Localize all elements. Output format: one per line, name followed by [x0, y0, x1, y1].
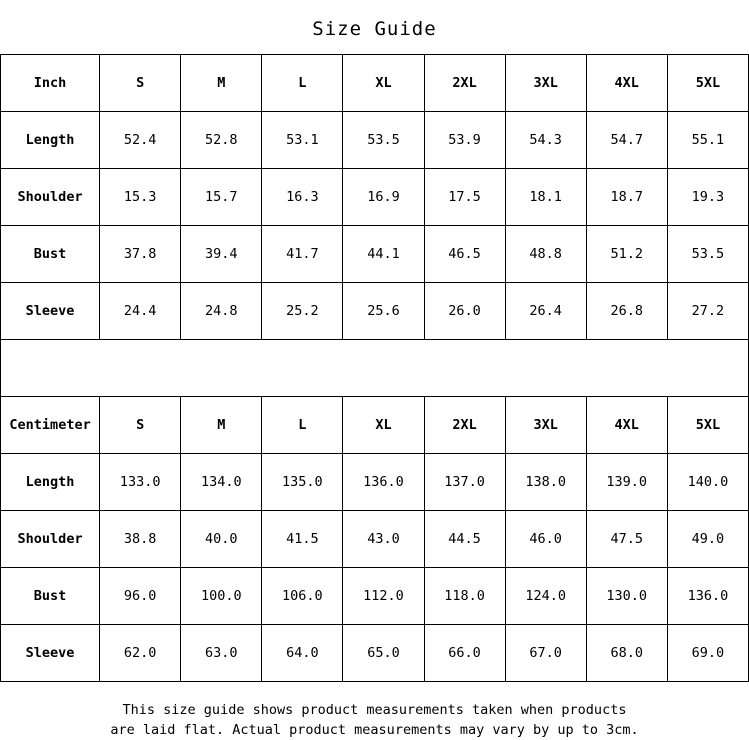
table-cell: 68.0	[586, 625, 667, 682]
table-cell: 18.1	[505, 169, 586, 226]
table-cell: 44.5	[424, 511, 505, 568]
table-cell: 18.7	[586, 169, 667, 226]
footnote-line-2: are laid flat. Actual product measurements may vary by up to 3cm.	[110, 722, 639, 738]
row-label: Length	[1, 112, 100, 169]
column-header: 2XL	[424, 55, 505, 112]
column-header: XL	[343, 55, 424, 112]
table-cell: 137.0	[424, 454, 505, 511]
centimeter-size-table	[0, 396, 749, 682]
table-row	[1, 226, 749, 283]
column-header: 3XL	[505, 55, 586, 112]
table-cell: 26.8	[586, 283, 667, 340]
table-cell: 118.0	[424, 568, 505, 625]
table-cell: 53.5	[667, 226, 748, 283]
table-cell: 25.2	[262, 283, 343, 340]
table-cell: 53.1	[262, 112, 343, 169]
table-cell: 41.5	[262, 511, 343, 568]
column-header: L	[262, 55, 343, 112]
column-header: S	[100, 397, 181, 454]
table-cell: 15.3	[100, 169, 181, 226]
table-cell: 43.0	[343, 511, 424, 568]
row-label: Shoulder	[1, 511, 100, 568]
table-cell: 40.0	[181, 511, 262, 568]
table-cell: 39.4	[181, 226, 262, 283]
table-spacer	[0, 340, 749, 396]
table-cell: 138.0	[505, 454, 586, 511]
column-header: 2XL	[424, 397, 505, 454]
inch-size-table	[0, 54, 749, 340]
table-cell: 66.0	[424, 625, 505, 682]
footnote	[0, 682, 749, 740]
footnote-line-1: This size guide shows product measurements taken when products	[122, 702, 627, 718]
row-label: Length	[1, 454, 100, 511]
table-row	[1, 568, 749, 625]
table-cell: 55.1	[667, 112, 748, 169]
table-cell: 112.0	[343, 568, 424, 625]
table-row	[1, 283, 749, 340]
table-cell: 139.0	[586, 454, 667, 511]
table-cell: 48.8	[505, 226, 586, 283]
table-cell: 24.4	[100, 283, 181, 340]
table-cell: 62.0	[100, 625, 181, 682]
table-cell: 41.7	[262, 226, 343, 283]
row-label: Shoulder	[1, 169, 100, 226]
column-header: XL	[343, 397, 424, 454]
table-cell: 130.0	[586, 568, 667, 625]
unit-label: Centimeter	[1, 397, 100, 454]
page-title: Size Guide	[312, 18, 437, 40]
table-row	[1, 511, 749, 568]
table-cell: 44.1	[343, 226, 424, 283]
table-cell: 15.7	[181, 169, 262, 226]
table-cell: 52.4	[100, 112, 181, 169]
table-cell: 16.3	[262, 169, 343, 226]
table-cell: 100.0	[181, 568, 262, 625]
table-cell: 135.0	[262, 454, 343, 511]
table-cell: 27.2	[667, 283, 748, 340]
table-row	[1, 454, 749, 511]
table-cell: 47.5	[586, 511, 667, 568]
table-cell: 52.8	[181, 112, 262, 169]
table-cell: 54.3	[505, 112, 586, 169]
column-header: M	[181, 397, 262, 454]
table-cell: 26.0	[424, 283, 505, 340]
row-label: Bust	[1, 568, 100, 625]
table-header-row	[1, 397, 749, 454]
column-header: 5XL	[667, 55, 748, 112]
column-header: L	[262, 397, 343, 454]
table-cell: 49.0	[667, 511, 748, 568]
table-cell: 46.0	[505, 511, 586, 568]
table-cell: 69.0	[667, 625, 748, 682]
table-cell: 140.0	[667, 454, 748, 511]
column-header: 4XL	[586, 55, 667, 112]
table-cell: 63.0	[181, 625, 262, 682]
table-row	[1, 169, 749, 226]
column-header: 5XL	[667, 397, 748, 454]
unit-label: Inch	[1, 55, 100, 112]
table-cell: 134.0	[181, 454, 262, 511]
table-cell: 16.9	[343, 169, 424, 226]
row-label: Sleeve	[1, 283, 100, 340]
table-header-row	[1, 55, 749, 112]
table-cell: 26.4	[505, 283, 586, 340]
table-cell: 53.5	[343, 112, 424, 169]
table-cell: 64.0	[262, 625, 343, 682]
table-cell: 38.8	[100, 511, 181, 568]
table-cell: 54.7	[586, 112, 667, 169]
table-cell: 17.5	[424, 169, 505, 226]
table-cell: 46.5	[424, 226, 505, 283]
table-cell: 133.0	[100, 454, 181, 511]
row-label: Sleeve	[1, 625, 100, 682]
table-row	[1, 112, 749, 169]
row-label: Bust	[1, 226, 100, 283]
column-header: S	[100, 55, 181, 112]
column-header: 4XL	[586, 397, 667, 454]
table-cell: 53.9	[424, 112, 505, 169]
table-cell: 136.0	[343, 454, 424, 511]
table-cell: 19.3	[667, 169, 748, 226]
column-header: M	[181, 55, 262, 112]
table-cell: 24.8	[181, 283, 262, 340]
table-row	[1, 625, 749, 682]
table-cell: 25.6	[343, 283, 424, 340]
table-cell: 51.2	[586, 226, 667, 283]
table-cell: 136.0	[667, 568, 748, 625]
table-cell: 65.0	[343, 625, 424, 682]
table-cell: 124.0	[505, 568, 586, 625]
column-header: 3XL	[505, 397, 586, 454]
table-cell: 67.0	[505, 625, 586, 682]
table-cell: 106.0	[262, 568, 343, 625]
table-cell: 96.0	[100, 568, 181, 625]
table-cell: 37.8	[100, 226, 181, 283]
